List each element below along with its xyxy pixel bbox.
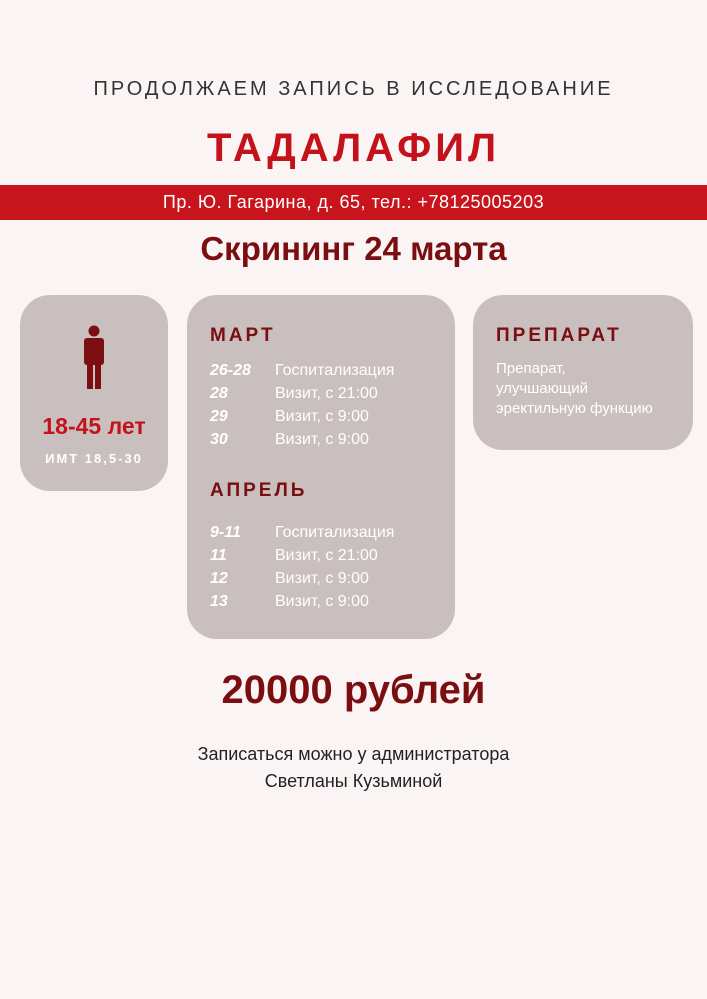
- schedule-row: [210, 524, 450, 547]
- schedule-event: Визит, с 9:00: [275, 431, 369, 448]
- drug-description-line: улучшающий: [496, 380, 588, 397]
- contact-line: Светланы Кузьминой: [264, 771, 443, 791]
- drug-title: ТАДАЛАФИЛ: [206, 126, 501, 170]
- schedule-event: Госпитализация: [275, 524, 395, 541]
- schedule-row: [210, 593, 450, 616]
- person-icon: [83, 325, 105, 389]
- contact-line: Записаться можно у администратора: [197, 744, 510, 764]
- schedule-event: Визит, с 9:00: [275, 593, 369, 610]
- drug-description: [496, 359, 691, 419]
- schedule-date: 13: [210, 593, 228, 610]
- address-bar: Пр. Ю. Гагарина, д. 65, тел.: +78125005203: [0, 185, 707, 220]
- month-march-title: МАРТ: [210, 325, 276, 346]
- schedule-date: 12: [210, 570, 228, 587]
- schedule-date: 28: [210, 385, 228, 402]
- schedule-row: [210, 570, 450, 593]
- schedule-row: [210, 362, 450, 385]
- schedule-date: 9-11: [210, 524, 241, 541]
- schedule-event: Визит, с 21:00: [275, 385, 378, 402]
- schedule-event: Визит, с 9:00: [275, 408, 369, 425]
- schedule-event: Визит, с 9:00: [275, 570, 369, 587]
- schedule-row: [210, 431, 450, 454]
- schedule-date: 11: [210, 547, 227, 564]
- drug-card: [473, 295, 693, 450]
- drug-card-title: ПРЕПАРАТ: [496, 325, 622, 346]
- drug-description-line: Препарат,: [496, 360, 566, 377]
- schedule-row: [210, 385, 450, 408]
- bmi-range: ИМТ 18,5-30: [45, 451, 143, 466]
- schedule-card: [187, 295, 455, 639]
- schedule-event: Госпитализация: [275, 362, 395, 379]
- contact-info: [0, 741, 707, 795]
- price: 20000 рублей: [221, 668, 486, 712]
- drug-description-line: эректильную функцию: [496, 400, 653, 417]
- screening-date: Скрининг 24 марта: [200, 230, 507, 267]
- age-card: [20, 295, 168, 491]
- schedule-date: 26-28: [210, 362, 251, 379]
- month-april-title: АПРЕЛЬ: [210, 480, 308, 501]
- subtitle: ПРОДОЛЖАЕМ ЗАПИСЬ В ИССЛЕДОВАНИЕ: [93, 78, 614, 100]
- schedule-row: [210, 408, 450, 431]
- schedule-date: 30: [210, 431, 228, 448]
- schedule-event: Визит, с 21:00: [275, 547, 378, 564]
- schedule-date: 29: [210, 408, 228, 425]
- schedule-row: [210, 547, 450, 570]
- age-range: 18-45 лет: [42, 413, 146, 439]
